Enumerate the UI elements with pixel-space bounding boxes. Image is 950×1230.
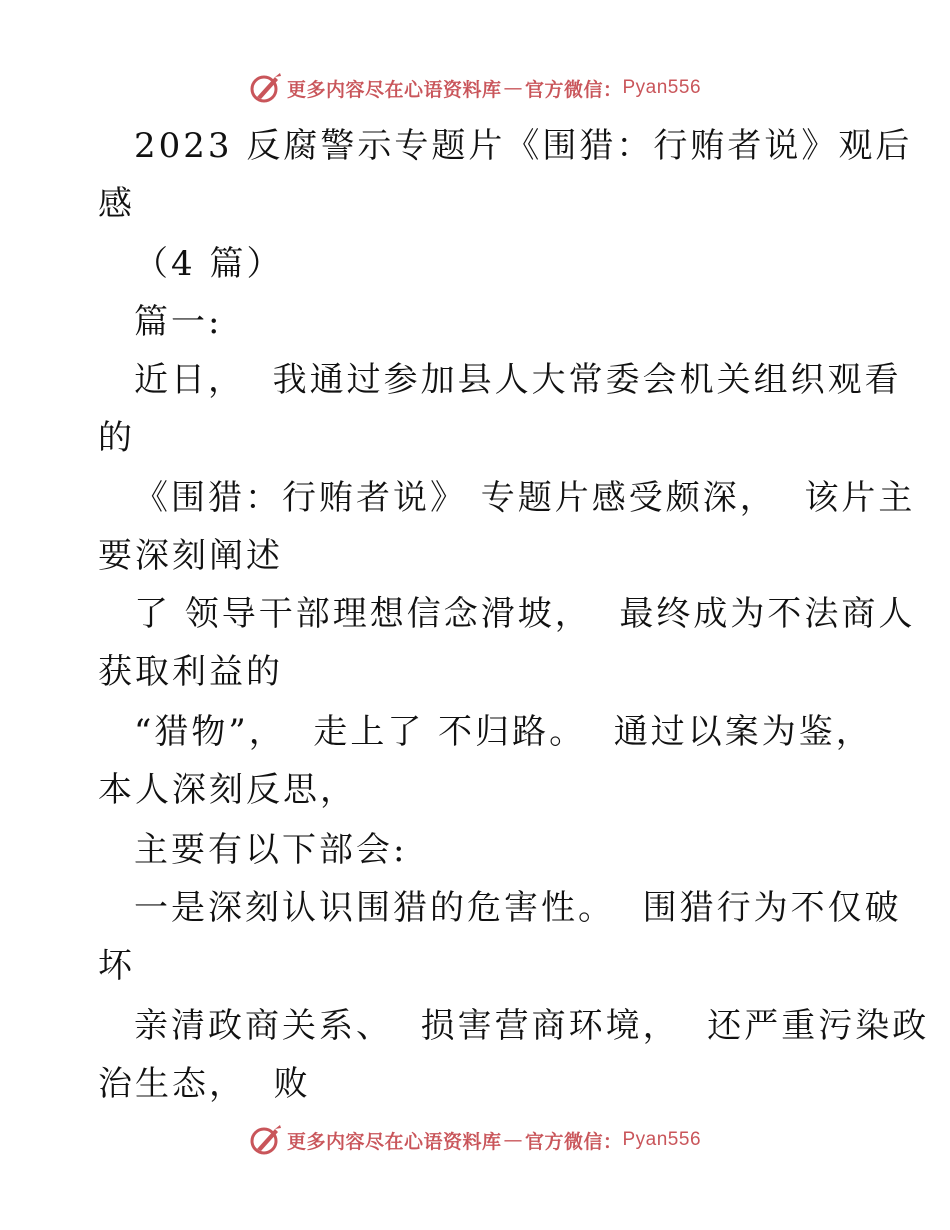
doc-line: 获取利益的 xyxy=(98,652,283,692)
watermark-text: 更多内容尽在心语资料库 xyxy=(286,1130,502,1153)
watermark-id: Pyan556 xyxy=(622,1129,702,1150)
quill-logo-icon xyxy=(249,1123,283,1157)
doc-line: 了 领导干部理想信念滑坡， 最终成为不法商人 xyxy=(134,594,916,634)
watermark-text: 更多内容尽在心语资料库 xyxy=(286,78,502,101)
doc-line: 一是深刻认识围猎的危害性。 围猎行为不仅破 xyxy=(134,888,902,928)
doc-line: 亲清政商关系、 损害营商环境， 还严重污染政 xyxy=(134,1006,930,1046)
footer-watermark xyxy=(0,1120,950,1160)
doc-line: 近日， 我通过参加县人大常委会机关组织观看 xyxy=(134,360,902,400)
watermark-suffix: 官方微信： xyxy=(524,1130,623,1153)
watermark-id: Pyan556 xyxy=(622,77,702,98)
watermark-dash: — xyxy=(503,77,523,99)
doc-line: 《围猎：行贿者说》 专题片感受颇深， 该片主 xyxy=(134,478,916,518)
doc-count: （4 篇） xyxy=(134,244,284,284)
doc-title-line2: 感 xyxy=(98,184,135,224)
quill-logo-icon xyxy=(249,71,283,105)
doc-line: 本人深刻反思， xyxy=(98,770,357,810)
doc-line: 要深刻阐述 xyxy=(98,536,283,576)
doc-title-line1: 2023 反腐警示专题片《围猎：行贿者说》观后 xyxy=(134,126,913,166)
header-watermark xyxy=(0,68,950,108)
doc-section-heading: 篇一: xyxy=(134,302,223,342)
doc-line: 坏 xyxy=(98,946,135,986)
doc-line: 主要有以下部会: xyxy=(134,830,408,870)
watermark-suffix: 官方微信： xyxy=(524,78,623,101)
watermark-dash: — xyxy=(503,1129,523,1151)
doc-line: 的 xyxy=(98,418,135,458)
doc-line: “猎物”， 走上了 不归路。 通过以案为鉴， xyxy=(134,712,873,752)
doc-line: 治生态， 败 xyxy=(98,1064,311,1104)
